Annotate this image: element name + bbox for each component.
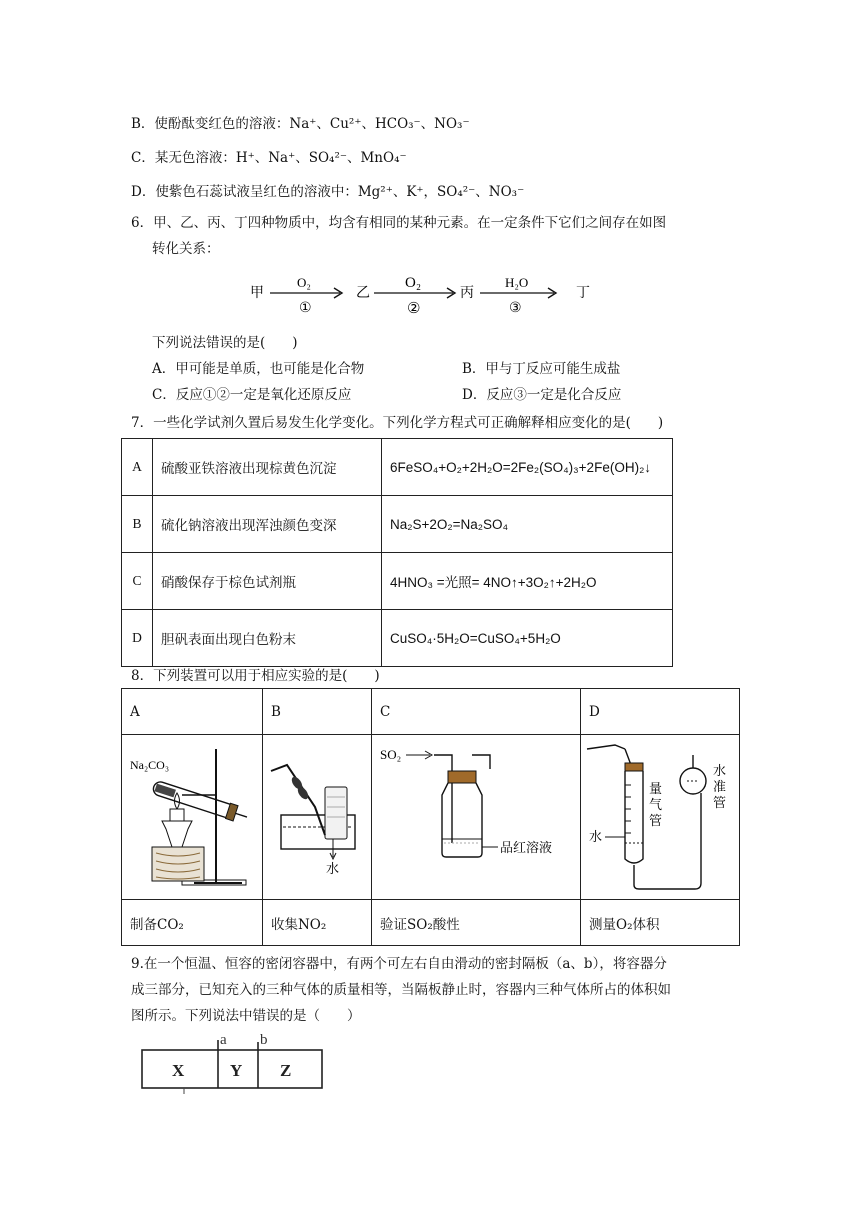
apparatus-d-drawing (581, 735, 739, 895)
level-tube-label-char-1: 水 (713, 764, 727, 779)
row-equation: 4HNO₃ =光照= 4NO↑+3O₂↑+2H₂O (382, 553, 673, 610)
q7-table (121, 438, 673, 667)
row-label: A (122, 439, 153, 496)
q8-stem: 8．下列装置可以用于相应实验的是( ) (131, 668, 380, 684)
caption-a: 制备CO₂ (122, 900, 263, 946)
apparatus-a-drawing (122, 735, 262, 895)
q6-stem-line2: 转化关系： (152, 241, 220, 257)
row-label: C (122, 553, 153, 610)
q5-option-b: B．使酚酞变红色的溶液：Na⁺、Cu²⁺、HCO₃⁻、NO₃⁻ (131, 116, 470, 132)
q9-stem-line1: 9.在一个恒温、恒容的密闭容器中，有两个可左右自由滑动的密封隔板（a、b），将容器分 (131, 956, 667, 972)
row-description: 硫酸亚铁溶液出现棕黄色沉淀 (153, 439, 382, 496)
q8-table (121, 688, 740, 946)
row-description: 硝酸保存于棕色试剂瓶 (153, 553, 382, 610)
row-equation: Na₂S+2O₂=Na₂SO₄ (382, 496, 673, 553)
level-tube-label-char-2: 准 (713, 780, 727, 795)
q9-stem-line2: 成三部分，已知充入的三种气体的质量相等，当隔板静止时，容器内三种气体所占的体积如 (131, 982, 671, 998)
caption-c: 验证SO₂酸性 (372, 900, 581, 946)
q6-option-d: D．反应③一定是化合反应 (462, 387, 622, 403)
row-equation: 6FeSO₄+O₂+2H₂O=2Fe₂(SO₄)₃+2Fe(OH)₂↓ (382, 439, 673, 496)
table-row (122, 439, 673, 496)
header-b: B (263, 689, 372, 735)
q6-option-c: C．反应①②一定是氧化还原反应 (152, 387, 352, 403)
row-label: D (122, 610, 153, 667)
header-a: A (122, 689, 263, 735)
header-c: C (372, 689, 581, 735)
arrow-2-reagent: O₂ (405, 275, 422, 291)
partition-a-label: a (220, 1032, 227, 1048)
gas-label: SO₂ (380, 747, 402, 762)
gas-y-label: Y (230, 1061, 243, 1080)
q6-option-b: B．甲与丁反应可能生成盐 (462, 361, 621, 377)
q6-stem-line1: 6．甲、乙、丙、丁四种物质中，均含有相同的某种元素。在一定条件下它们之间存在如图 (131, 215, 667, 231)
burette-label-char-3: 管 (649, 814, 663, 829)
apparatus-b (263, 735, 372, 900)
q5-option-c: C．某无色溶液：H⁺、Na⁺、SO₄²⁻、MnO₄⁻ (131, 150, 407, 166)
chain-node-bing: 丙 (460, 285, 474, 301)
apparatus-b-drawing (263, 735, 371, 895)
q7-stem: 7．一些化学试剂久置后易发生化学变化。下列化学方程式可正确解释相应变化的是( ) (131, 415, 664, 431)
arrow-3-reagent: H₂O (505, 275, 529, 290)
solution-label: 品红溶液 (500, 841, 553, 856)
apparatus-c-drawing (372, 735, 580, 895)
reagent-label: Na₂CO₃ (130, 758, 170, 772)
row-label: B (122, 496, 153, 553)
arrow-2-step: ② (407, 299, 421, 317)
burette-label (649, 782, 662, 829)
caption-b: 收集NO₂ (263, 900, 372, 946)
row-description: 胆矾表面出现白色粉末 (153, 610, 382, 667)
arrow-1-reagent: O₂ (297, 275, 311, 290)
row-equation: CuSO₄·5H₂O=CuSO₄+5H₂O (382, 610, 673, 667)
table-row (122, 496, 673, 553)
level-tube-label (713, 763, 726, 811)
level-tube-label-char-3: 管 (713, 796, 727, 811)
water-label: 水 (589, 830, 603, 845)
q6-option-a: A．甲可能是单质，也可能是化合物 (152, 361, 365, 377)
q9-stem-line3: 图所示。下列说法中错误的是（ ） (131, 1008, 361, 1024)
burette-label-char-2: 气 (649, 798, 663, 813)
q5-option-d: D．使紫色石蕊试液呈红色的溶液中：Mg²⁺、K⁺，SO₄²⁻、NO₃⁻ (131, 184, 525, 200)
row-description: 硫化钠溶液出现浑浊颜色变深 (153, 496, 382, 553)
table-row (122, 610, 673, 667)
apparatus-a (122, 735, 263, 900)
gas-z-label: Z (280, 1061, 292, 1080)
apparatus-d (581, 735, 740, 900)
apparatus-c (372, 735, 581, 900)
q6-ask: 下列说法错误的是( ) (152, 335, 298, 351)
q9-container-figure (134, 1030, 334, 1106)
q6-reaction-chain (250, 268, 610, 318)
chain-node-ding: 丁 (576, 285, 590, 301)
gas-x-label: X (172, 1061, 185, 1080)
table-row (122, 553, 673, 610)
chain-node-yi: 乙 (356, 285, 370, 301)
caption-d: 测量O₂体积 (581, 900, 740, 946)
header-d: D (581, 689, 740, 735)
chain-node-jia: 甲 (250, 285, 264, 301)
burette-label-char-1: 量 (649, 782, 663, 797)
arrow-1-step: ① (299, 300, 312, 316)
water-label: 水 (326, 862, 340, 877)
partition-b-label: b (260, 1032, 268, 1048)
arrow-3-step: ③ (509, 300, 522, 316)
